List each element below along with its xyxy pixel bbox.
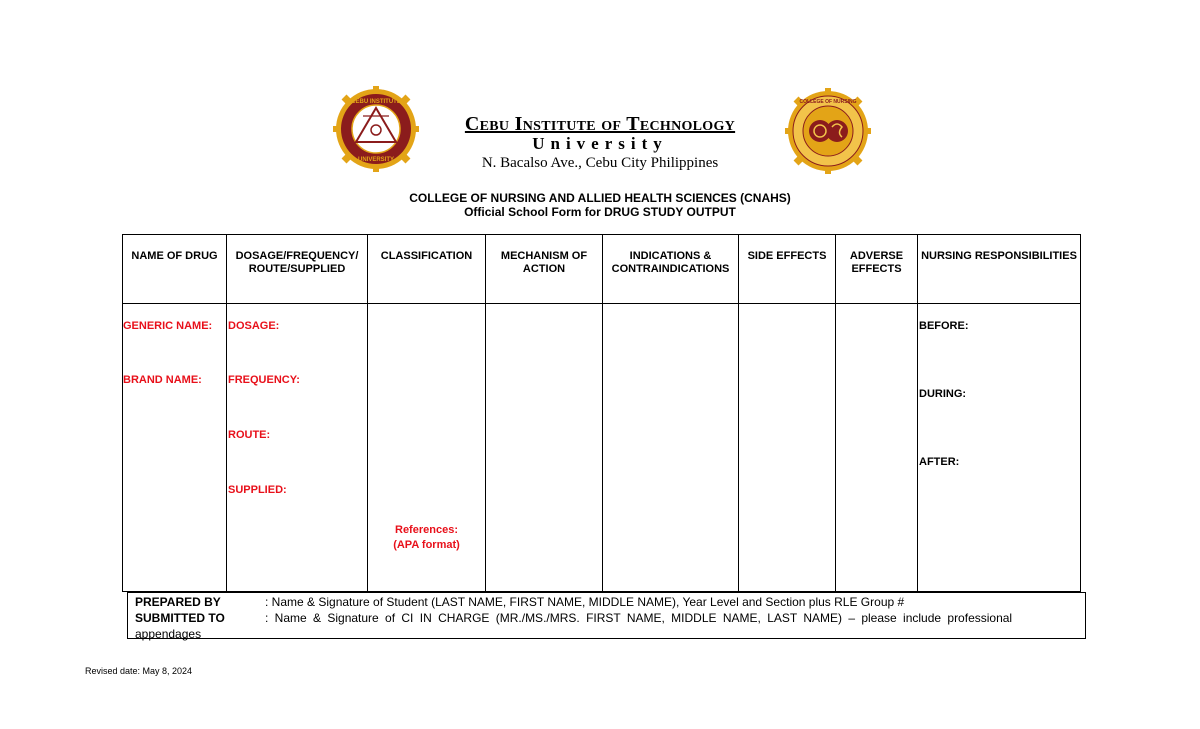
col-header-dosage: DOSAGE/FREQUENCY/ ROUTE/SUPPLIED: [227, 235, 368, 304]
supplied-label: SUPPLIED:: [228, 484, 287, 496]
col-header-mechanism: MECHANISM OF ACTION: [486, 235, 603, 304]
table-body-row: [123, 304, 1081, 592]
college-seal-logo: [785, 88, 871, 174]
apa-format-label: (APA format): [393, 539, 460, 551]
college-heading: [0, 191, 1200, 219]
table-header-row: [123, 235, 1081, 304]
col-header-adverse-effects: ADVERSE EFFECTS: [836, 235, 918, 304]
university-header: [430, 113, 770, 172]
cell-side-effects[interactable]: [739, 304, 836, 592]
cell-mechanism[interactable]: [486, 304, 603, 592]
cell-nursing[interactable]: [918, 304, 1081, 592]
university-address: N. Bacalso Ave., Cebu City Philippines: [481, 155, 719, 171]
svg-text:UNIVERSITY: UNIVERSITY: [357, 157, 395, 163]
references-label: References:: [395, 524, 458, 536]
submitted-to-label: SUBMITTED TO: [135, 611, 225, 625]
submitted-to-continuation: appendages: [135, 627, 202, 641]
university-seal-logo: [333, 86, 419, 172]
cell-classification[interactable]: [368, 304, 486, 592]
route-label: ROUTE:: [228, 429, 271, 441]
cell-name-of-drug[interactable]: [123, 304, 227, 592]
col-header-side-effects: SIDE EFFECTS: [739, 235, 836, 304]
frequency-label: FREQUENCY:: [228, 374, 300, 386]
cell-dosage[interactable]: [227, 304, 368, 592]
submitted-to-value: : Name & Signature of CI IN CHARGE (MR./MS./MRS. FIRST NAME, MIDDLE NAME, LAST NAME) – please include professional: [265, 611, 1013, 625]
col-header-indications: INDICATIONS & CONTRAINDICATIONS: [603, 235, 739, 304]
col-header-name-of-drug: NAME OF DRUG: [123, 235, 227, 304]
during-label: DURING:: [919, 388, 967, 400]
prepared-by-label: PREPARED BY: [135, 595, 221, 609]
drug-study-table: [122, 234, 1081, 592]
submitted-to-row: [135, 610, 1078, 626]
col-header-nursing: NURSING RESPONSIBILITIES: [918, 235, 1081, 304]
references-note: [368, 523, 485, 553]
signature-box: [127, 592, 1086, 639]
dosage-label: DOSAGE:: [228, 320, 280, 332]
col-header-classification: CLASSIFICATION: [368, 235, 486, 304]
university-name: Cebu Institute of Technology: [464, 113, 736, 135]
form-title: Official School Form for DRUG STUDY OUTPUT: [464, 205, 736, 219]
svg-text:COLLEGE OF NURSING: COLLEGE OF NURSING: [799, 99, 857, 105]
brand-name-label: BRAND NAME:: [123, 374, 202, 386]
cell-indications[interactable]: [603, 304, 739, 592]
after-label: AFTER:: [919, 456, 960, 468]
svg-text:CEBU INSTITUTE: CEBU INSTITUTE: [351, 99, 401, 105]
cell-adverse-effects[interactable]: [836, 304, 918, 592]
college-name: COLLEGE OF NURSING AND ALLIED HEALTH SCIENCES (CNAHS): [409, 191, 791, 205]
revised-date: Revised date: May 8, 2024: [85, 666, 193, 676]
before-label: BEFORE:: [919, 320, 969, 332]
prepared-by-value: : Name & Signature of Student (LAST NAME, FIRST NAME, MIDDLE NAME), Year Level and Section plus RLE Group #: [265, 595, 905, 609]
university-subtitle: University: [532, 134, 668, 153]
prepared-by-row: [135, 594, 1078, 610]
generic-name-label: GENERIC NAME:: [123, 320, 213, 332]
